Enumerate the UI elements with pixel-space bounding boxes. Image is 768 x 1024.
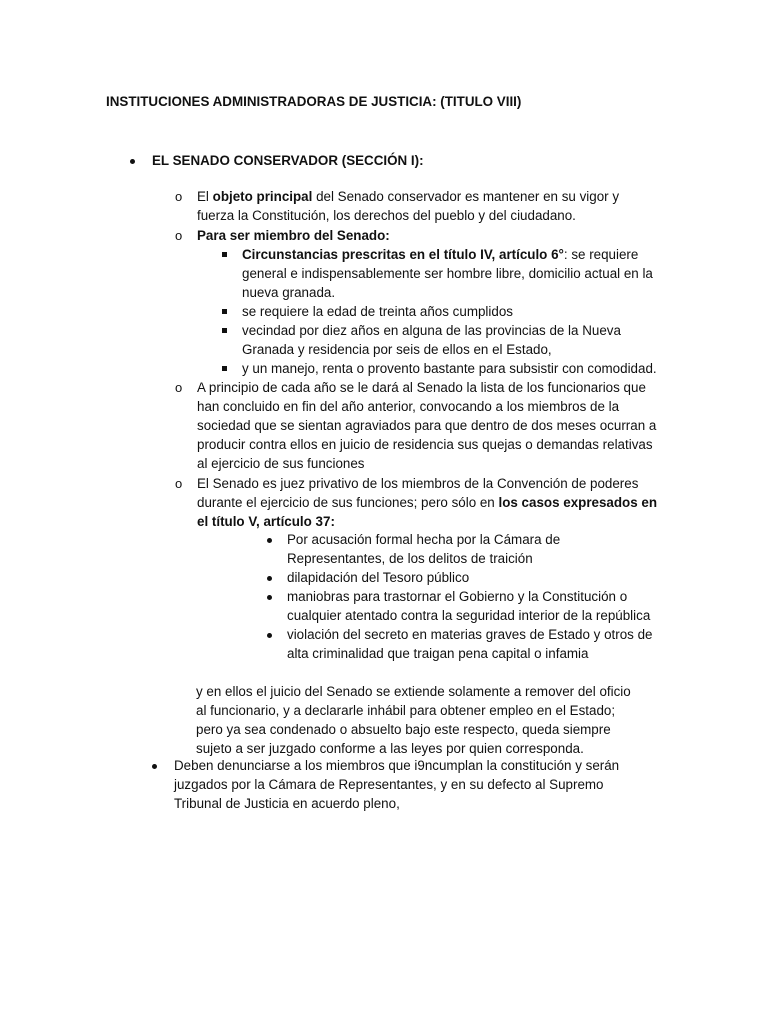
bullet-dot — [267, 538, 272, 543]
circle-marker: o — [175, 380, 183, 395]
case-treasury: dilapidación del Tesoro público — [287, 570, 470, 585]
circle-marker: o — [175, 228, 183, 243]
membership-heading: Para ser miembro del Senado: — [197, 228, 390, 243]
square-bullet — [222, 366, 227, 371]
bullet-dot — [130, 159, 135, 164]
membership-age: se requiere la edad de treinta años cumplidos — [242, 304, 513, 319]
residence-judgment-paragraph: A principio de cada año se le dará al Senado la lista de los funcionarios que han concluido en fin del año anterior, convocando a los miembros de la sociedad que se sientan agraviados para que dentro de dos meses ocurran a producir contra ellos en juicio de residencia sus quejas o demandas relativas al ejercicio de sus funciones — [197, 380, 657, 471]
circle-marker: o — [175, 476, 183, 491]
section-heading: EL SENADO CONSERVADOR (SECCIÓN I): — [152, 153, 424, 168]
denounce-paragraph: Deben denunciarse a los miembros que i9ncumplan la constitución y serán juzgados por la Cámara de Representantes, y en su defecto al Supremo Tribunal de Justicia en acuerdo pleno, — [174, 758, 620, 811]
circle-marker: o — [175, 189, 183, 204]
square-bullet — [222, 252, 227, 257]
closing-paragraph: y en ellos el juicio del Senado se extiende solamente a remover del oficio al funcionario, y a declararle inhábil para obtener empleo en el Estado; pero ya sea condenado o absuelto bajo este respecto, queda siempre sujeto a ser juzgado conforme a las leyes por quien corresponda. — [196, 684, 631, 756]
bullet-dot — [267, 595, 272, 600]
case-treason: Por acusación formal hecha por la Cámara de Representantes, de los delitos de traición — [287, 532, 561, 566]
bullet-dot — [152, 764, 157, 769]
membership-income: y un manejo, renta o provento bastante para subsistir con comodidad. — [242, 361, 657, 376]
square-bullet — [222, 309, 227, 314]
bullet-dot — [267, 633, 272, 638]
square-bullet — [222, 328, 227, 333]
document-title: INSTITUCIONES ADMINISTRADORAS DE JUSTICIA: (TITULO VIII) — [106, 94, 522, 109]
case-government: maniobras para trastornar el Gobierno y la Constitución o cualquier atentado contra la seguridad interior de la república — [287, 589, 651, 623]
membership-residence: vecindad por diez años en alguna de las provincias de la Nueva Granada y residencia por seis de ellos en el Estado, — [242, 323, 621, 357]
bullet-dot — [267, 576, 272, 581]
objective-paragraph: El objeto principal del Senado conservador es mantener en su vigor y fuerza la Constitución, los derechos del pueblo y del ciudadano. — [197, 189, 620, 223]
case-secrecy: violación del secreto en materias graves de Estado y otros de alta criminalidad que traigan pena capital o infamia — [287, 627, 653, 661]
senate-judge-paragraph: El Senado es juez privativo de los miembros de la Convención de poderes durante el ejercicio de sus funciones; pero sólo en los casos expresados en el título V, artículo 37: — [197, 476, 658, 529]
membership-circumstances: Circunstancias prescritas en el título IV, artículo 6°: se requiere general e indispensablemente ser hombre libre, domicilio actual en la nueva granada. — [242, 247, 653, 300]
